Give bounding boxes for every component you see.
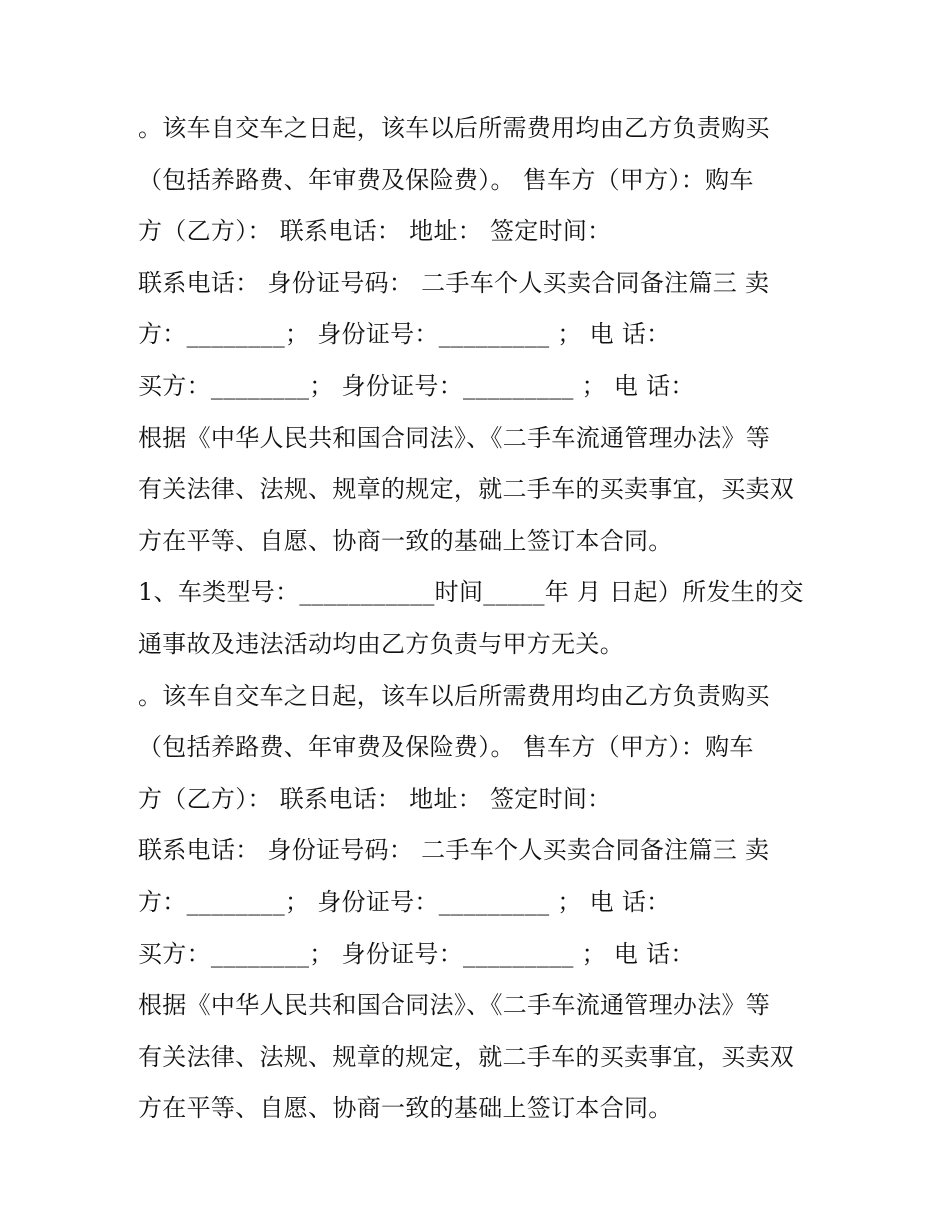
text-line-6: 买方：________； 身份证号：_________ ； 电 话：: [138, 371, 695, 400]
text-line-20: 方在平等、自愿、协商一致的基础上签订本合同。: [138, 1094, 673, 1123]
text-line-3: 方（乙方）： 联系电话： 地址： 签定时间：: [138, 217, 612, 246]
text-line-12: 。该车自交车之日起，该车以后所需费用均由乙方负责购买: [138, 681, 770, 710]
text-line-8: 有关法律、法规、规章的规定，就二手车的买卖事宜，买卖双: [138, 475, 795, 504]
text-line-14: 方（乙方）： 联系电话： 地址： 签定时间：: [138, 784, 612, 813]
text-line-17: 买方：________； 身份证号：_________ ； 电 话：: [138, 939, 695, 968]
text-line-19: 有关法律、法规、规章的规定，就二手车的买卖事宜，买卖双: [138, 1042, 795, 1071]
text-line-18: 根据《中华人民共和国合同法》、《二手车流通管理办法》等: [138, 991, 771, 1020]
text-line-2: （包括养路费、年审费及保险费）。 售车方（甲方）：购车: [138, 165, 754, 194]
text-line-9: 方在平等、自愿、协商一致的基础上签订本合同。: [138, 526, 673, 555]
text-line-1: 。该车自交车之日起，该车以后所需费用均由乙方负责购买: [138, 114, 770, 142]
text-line-10: 1、车类型号：___________时间_____年 月 日起）所发生的交: [138, 578, 804, 607]
text-line-4: 联系电话： 身份证号码： 二手车个人买卖合同备注篇三 卖: [138, 268, 770, 297]
contract-text-block: [138, 103, 828, 1135]
text-line-5: 方：________； 身份证号：_________ ； 电 话：: [138, 320, 671, 349]
text-line-7: 根据《中华人民共和国合同法》、《二手车流通管理办法》等: [138, 423, 771, 452]
text-line-11: 通事故及违法活动均由乙方负责与甲方无关。: [138, 629, 624, 658]
text-line-13: （包括养路费、年审费及保险费）。 售车方（甲方）：购车: [138, 733, 754, 762]
text-line-16: 方：________； 身份证号：_________ ； 电 话：: [138, 887, 671, 916]
text-line-15: 联系电话： 身份证号码： 二手车个人买卖合同备注篇三 卖: [138, 836, 770, 865]
